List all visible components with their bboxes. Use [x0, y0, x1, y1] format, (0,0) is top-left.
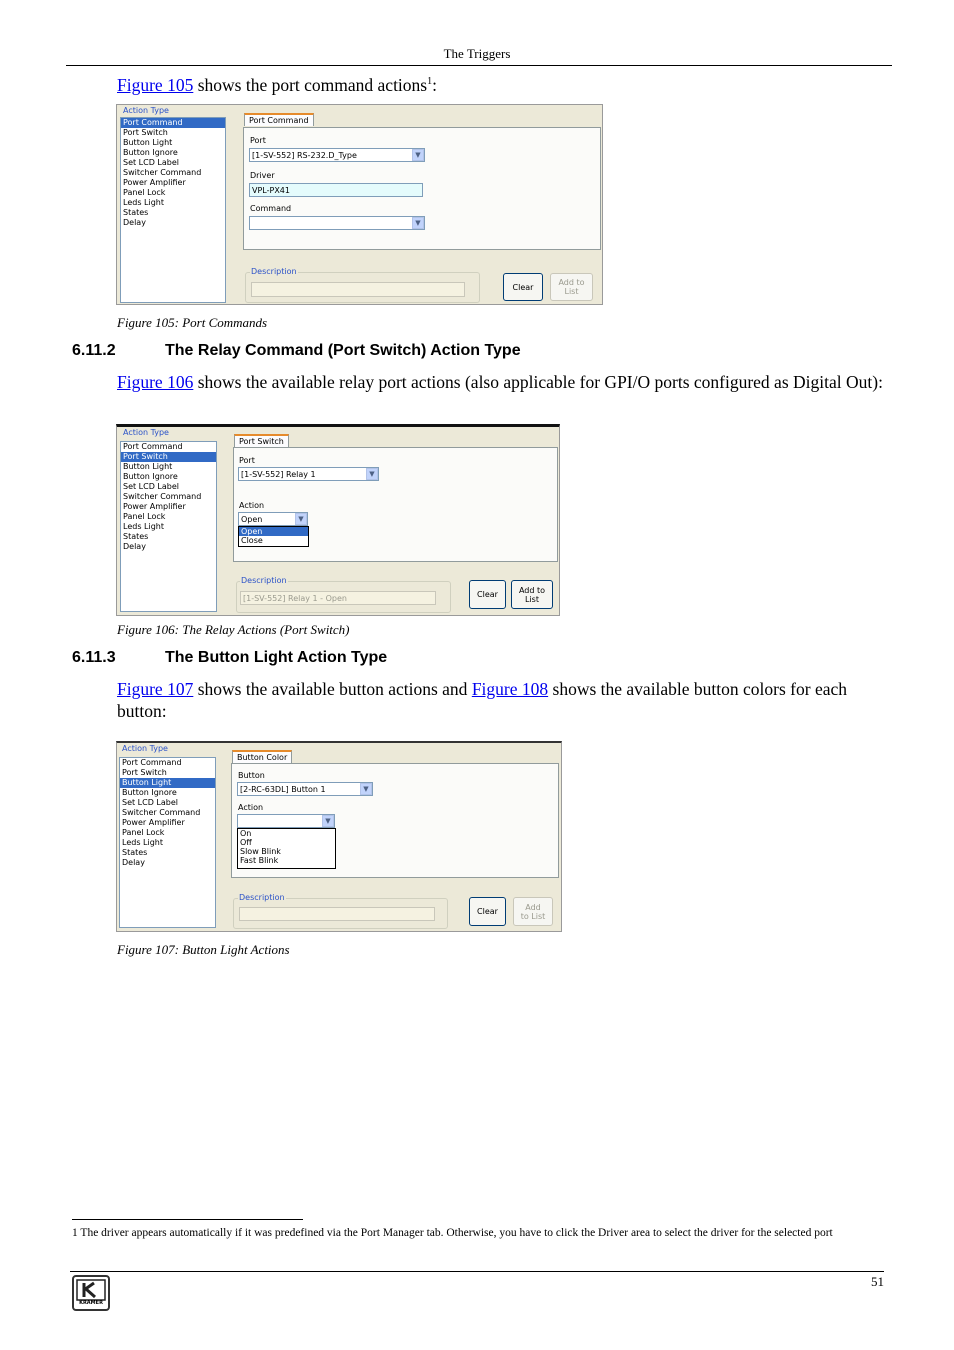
paragraph-text: shows the available button actions and — [193, 679, 472, 699]
list-item[interactable]: Set LCD Label — [123, 158, 180, 167]
button-select[interactable] — [237, 782, 373, 796]
list-item[interactable]: Set LCD Label — [122, 798, 179, 807]
description-label: Description — [239, 893, 285, 902]
action-options — [238, 829, 335, 865]
chevron-down-icon[interactable]: ▼ — [412, 217, 424, 229]
tab-port-switch[interactable]: Port Switch — [234, 434, 289, 447]
action-type-items — [120, 758, 215, 868]
dropdown-option[interactable]: Off — [240, 838, 252, 847]
section-number: 6.11.2 — [72, 342, 116, 359]
description-label: Description — [241, 576, 287, 585]
action-type-items — [121, 118, 225, 228]
paragraph-text: shows the port command actions — [193, 74, 428, 95]
paragraph-fig107-intro — [117, 678, 887, 722]
dropdown-option[interactable]: Slow Blink — [240, 847, 281, 856]
footnote-text: The driver appears automatically if it was predefined via the Port Manager tab. Otherwise, you have to click the Driver area to select the driver for the selected port — [80, 1227, 833, 1239]
list-item[interactable]: Power Amplifier — [123, 178, 186, 187]
list-item[interactable]: Panel Lock — [123, 512, 166, 521]
list-item[interactable]: Port Command — [121, 118, 225, 128]
list-item[interactable]: Panel Lock — [122, 828, 165, 837]
list-item[interactable]: Delay — [122, 858, 145, 867]
kramer-logo — [72, 1275, 110, 1311]
command-label: Command — [250, 204, 292, 213]
button-value: [2-RC-63DL] Button 1 — [240, 785, 326, 794]
page-number: 51 — [871, 1274, 884, 1289]
footnote-rule — [72, 1219, 303, 1220]
list-item[interactable]: Button Ignore — [122, 788, 177, 797]
dropdown-option[interactable]: Fast Blink — [240, 856, 279, 865]
chevron-down-icon[interactable]: ▼ — [412, 149, 424, 161]
add-to-list-button[interactable]: Add to List — [511, 580, 553, 609]
list-item[interactable]: Button Light — [123, 462, 173, 471]
list-item[interactable]: Button Light — [123, 138, 173, 147]
logo-text: KRAMER — [79, 1300, 103, 1306]
list-item[interactable]: Leds Light — [123, 522, 164, 531]
figure-105-screenshot — [116, 104, 603, 305]
command-select[interactable] — [249, 216, 425, 230]
paragraph-fig106-intro — [117, 371, 887, 393]
driver-field[interactable]: VPL-PX41 — [249, 183, 423, 197]
list-item[interactable]: Delay — [123, 542, 146, 551]
chevron-down-icon[interactable]: ▼ — [322, 815, 334, 827]
list-item[interactable]: Button Ignore — [123, 148, 178, 157]
figure-106-screenshot — [116, 424, 560, 616]
footer-rule — [70, 1271, 884, 1272]
list-item[interactable]: Port Switch — [122, 768, 167, 777]
action-type-list[interactable] — [120, 441, 217, 612]
header-rule — [66, 65, 892, 66]
page-header: The Triggers — [443, 46, 511, 61]
action-options — [239, 527, 308, 545]
action-dropdown-list[interactable] — [237, 828, 336, 869]
figure-106-caption: Figure 106: The Relay Actions (Port Switch) — [117, 622, 350, 637]
button-label: Button — [238, 771, 265, 780]
list-item[interactable]: States — [123, 532, 149, 541]
port-select[interactable] — [249, 148, 425, 162]
list-item[interactable]: Switcher Command — [122, 808, 201, 817]
action-dropdown-list[interactable] — [238, 526, 309, 547]
list-item[interactable]: Power Amplifier — [123, 502, 186, 511]
chevron-down-icon[interactable]: ▼ — [366, 468, 378, 480]
list-item[interactable]: Switcher Command — [123, 492, 202, 501]
clear-button[interactable]: Clear — [503, 273, 543, 301]
action-type-list[interactable] — [119, 757, 216, 928]
section-heading-6-11-2 — [72, 342, 521, 360]
list-item[interactable]: Panel Lock — [123, 188, 166, 197]
section-title: The Relay Command (Port Switch) Action Type — [165, 342, 521, 359]
action-value: Open — [241, 515, 263, 524]
tab-button-color[interactable]: Button Color — [232, 750, 292, 763]
figure-107-screenshot — [116, 741, 562, 932]
list-item[interactable]: Port Command — [122, 758, 182, 767]
list-item[interactable]: States — [123, 208, 149, 217]
list-item[interactable]: Port Command — [123, 442, 183, 451]
paragraph-text: shows the available relay port actions (also applicable for GPI/O ports configured as Digital Out): — [193, 372, 883, 392]
port-label: Port — [250, 136, 266, 145]
figure-107-link[interactable]: Figure 107 — [117, 679, 194, 699]
action-type-items — [121, 442, 216, 552]
list-item[interactable]: Port Switch — [123, 128, 168, 137]
dropdown-option[interactable]: On — [240, 829, 252, 838]
figure-108-link[interactable]: Figure 108 — [471, 679, 549, 699]
section-number: 6.11.3 — [72, 649, 116, 666]
dropdown-option[interactable]: Open — [239, 527, 308, 536]
paragraph-end: : — [432, 74, 437, 95]
action-type-label: Action Type — [122, 744, 168, 753]
list-item[interactable]: Port Switch — [121, 452, 216, 462]
figure-106-link[interactable]: Figure 106 — [117, 372, 194, 392]
clear-button[interactable]: Clear — [469, 580, 506, 609]
list-item[interactable]: Power Amplifier — [122, 818, 185, 827]
list-item[interactable]: Switcher Command — [123, 168, 202, 177]
clear-button[interactable]: Clear — [469, 897, 506, 926]
add-to-list-button[interactable]: Add to List — [550, 273, 593, 301]
footnote-number: 1 — [72, 1227, 78, 1239]
port-value: [1-SV-552] RS-232.D_Type — [252, 151, 357, 160]
chevron-down-icon[interactable]: ▼ — [295, 513, 307, 525]
figure-107-caption: Figure 107: Button Light Actions — [117, 942, 290, 957]
tab-port-command[interactable]: Port Command — [244, 113, 314, 126]
action-type-label: Action Type — [123, 428, 169, 437]
section-title: The Button Light Action Type — [165, 649, 388, 666]
list-item[interactable]: Button Light — [120, 778, 215, 788]
list-item[interactable]: Button Ignore — [123, 472, 178, 481]
paragraph-fig105-intro — [117, 71, 887, 96]
description-field[interactable]: [1-SV-552] Relay 1 - Open — [240, 591, 436, 605]
action-label: Action — [239, 501, 265, 510]
figure-105-link[interactable]: Figure 105 — [117, 74, 194, 95]
description-label: Description — [251, 267, 297, 276]
action-select[interactable] — [238, 512, 308, 526]
add-to-list-button[interactable]: Add to List — [513, 897, 553, 926]
chevron-down-icon[interactable]: ▼ — [360, 783, 372, 795]
action-type-list[interactable] — [120, 117, 226, 303]
dropdown-option[interactable]: Close — [241, 536, 263, 545]
port-value: [1-SV-552] Relay 1 — [241, 470, 316, 479]
description-field[interactable] — [239, 907, 435, 921]
description-field[interactable] — [251, 282, 465, 297]
paragraph-text: shows the available button colors for each button: — [117, 679, 848, 721]
footnote-ref[interactable]: 1 — [427, 76, 433, 87]
action-type-label: Action Type — [123, 106, 169, 115]
port-label: Port — [239, 456, 255, 465]
list-item[interactable]: Leds Light — [123, 198, 164, 207]
port-select[interactable] — [238, 467, 379, 481]
action-label: Action — [238, 803, 264, 812]
section-heading-6-11-3 — [72, 649, 387, 667]
list-item[interactable]: Leds Light — [122, 838, 163, 847]
driver-label: Driver — [250, 171, 275, 180]
list-item[interactable]: Set LCD Label — [123, 482, 180, 491]
action-select[interactable] — [237, 814, 335, 828]
list-item[interactable]: States — [122, 848, 148, 857]
list-item[interactable]: Delay — [123, 218, 146, 227]
footnote — [72, 1222, 882, 1244]
figure-105-caption: Figure 105: Port Commands — [117, 315, 268, 330]
